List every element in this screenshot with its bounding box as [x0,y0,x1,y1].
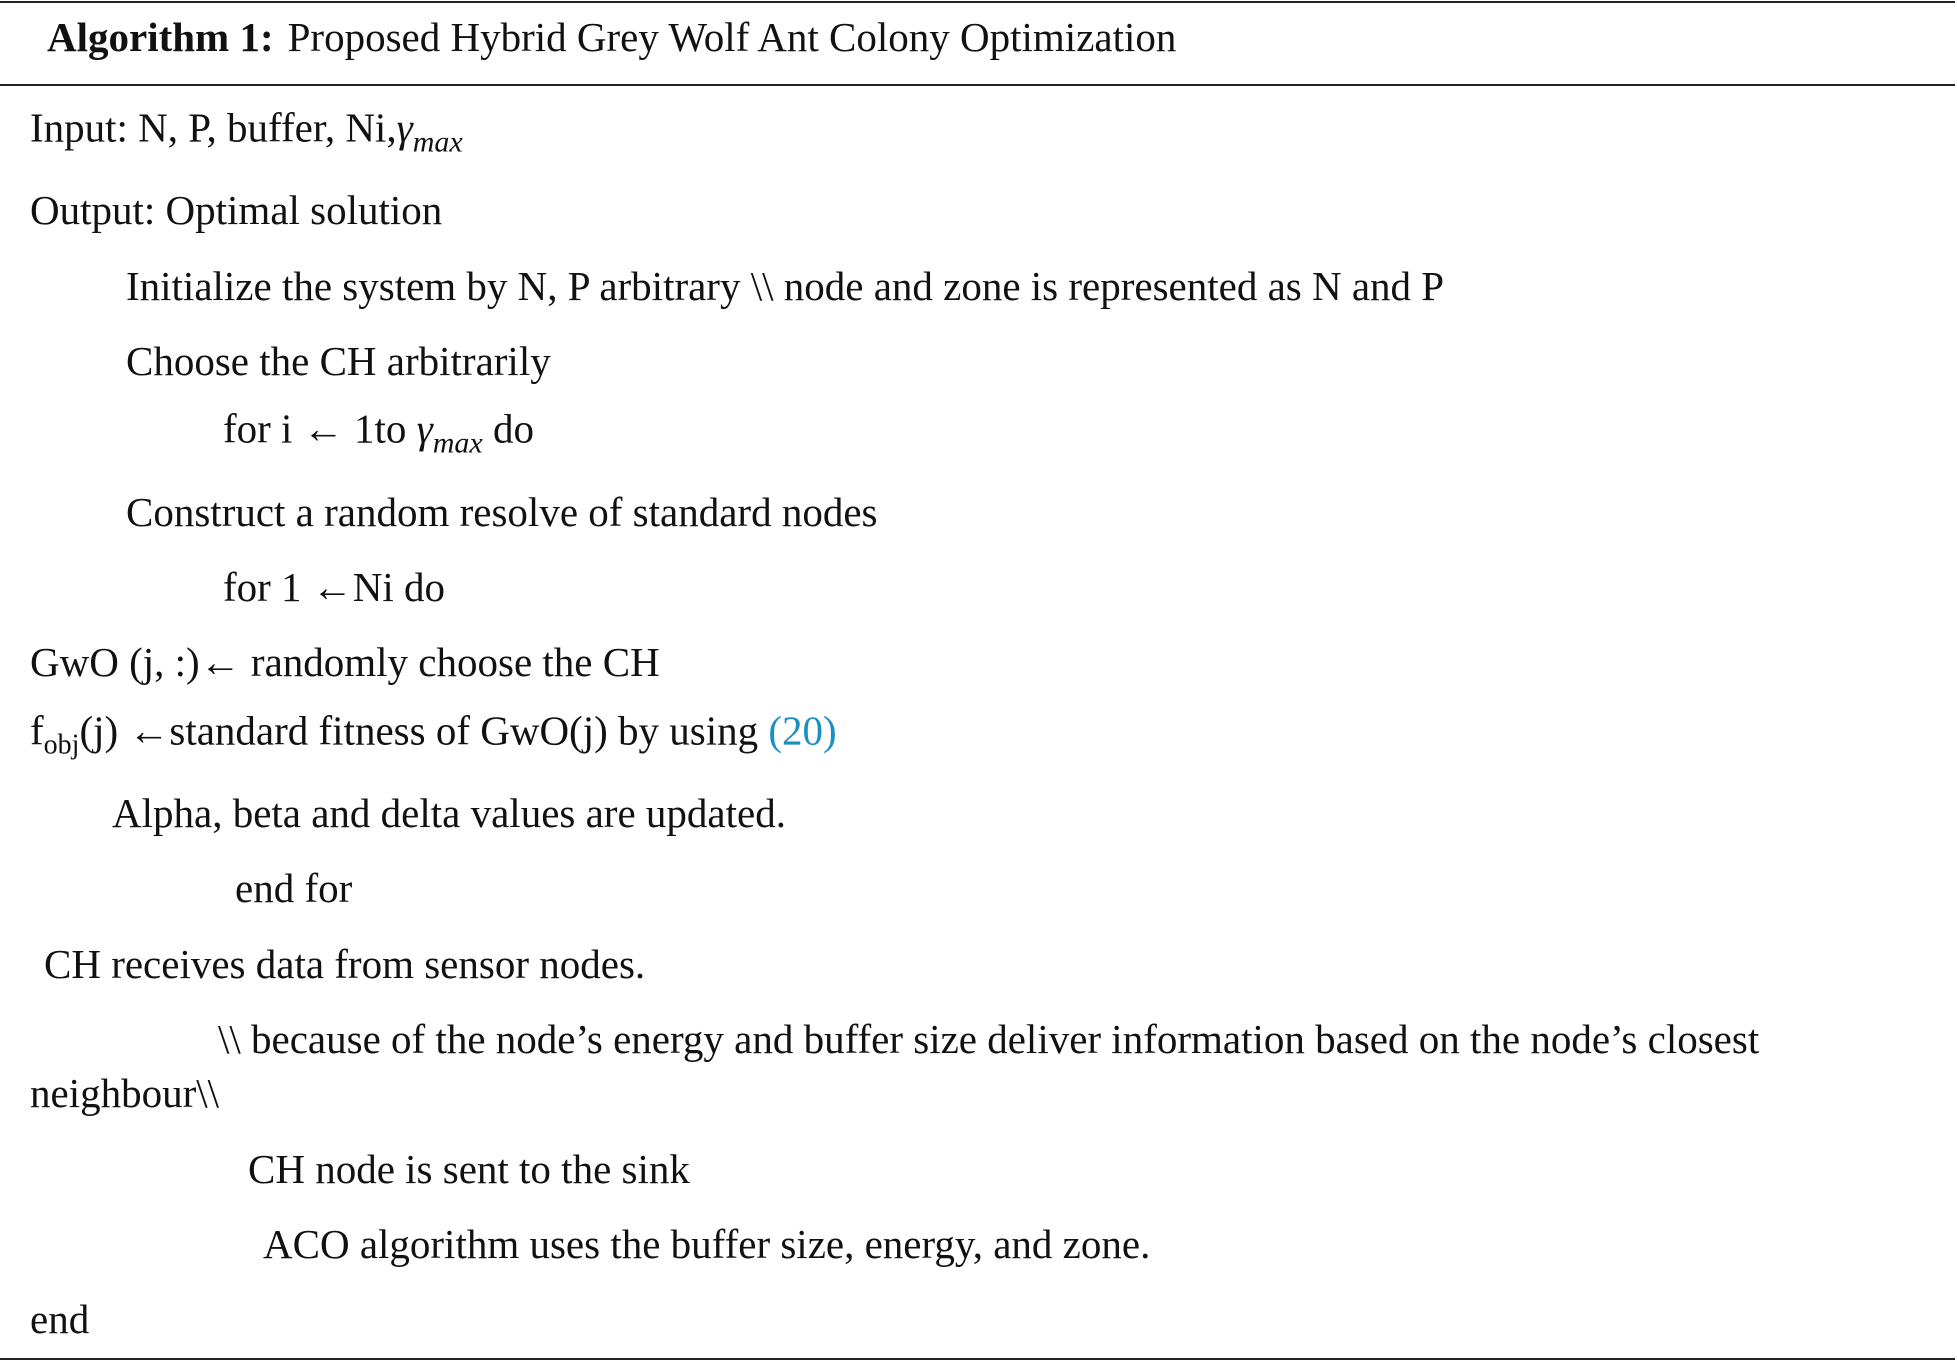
line-for1 [223,405,534,468]
fitness-text: (j) ←standard fitness of GwO(j) by using [79,707,769,754]
line-endfor: end for [235,865,353,911]
gamma-symbol: γ [396,104,413,151]
for1-text: for i ← 1to [223,405,417,452]
line-choose: Choose the CH arbitrarily [126,338,551,384]
line-receives: CH receives data from sensor nodes. [44,941,646,987]
for1-do: do [482,405,534,452]
line-alpha: Alpha, beta and delta values are updated. [112,790,786,836]
top-rule [0,1,1955,3]
line-comment-2: neighbour\\ [30,1070,220,1116]
line-input [30,104,463,167]
line-comment-1: \\ because of the node’s energy and buffer size deliver information based on the node’s closest [218,1016,1760,1062]
line-sent: CH node is sent to the sink [248,1146,690,1192]
f-symbol: f [30,707,44,754]
obj-subscript: obj [43,729,80,761]
max-subscript: max [432,426,483,460]
gamma-symbol: γ [416,405,433,452]
input-text: Input: N, P, buffer, Ni, [30,104,397,151]
algorithm-title: Proposed Hybrid Grey Wolf Ant Colony Optimization [287,14,1177,60]
line-for2: for 1 ←Ni do [223,564,446,610]
line-construct: Construct a random resolve of standard nodes [126,489,878,535]
line-aco: ACO algorithm uses the buffer size, energy, and zone. [263,1221,1151,1267]
line-output: Output: Optimal solution [30,187,443,233]
line-fitness [30,707,837,770]
line-init: Initialize the system by N, P arbitrary \\ node and zone is represented as N and P [126,263,1445,309]
equation-reference-link[interactable]: (20) [768,707,837,754]
algorithm-header [47,13,1176,61]
algorithm-label: Algorithm 1: [47,14,274,60]
max-subscript: max [412,125,463,159]
line-end: end [30,1296,90,1342]
line-gwo: GwO (j, :)← randomly choose the CH [30,639,660,685]
header-rule [0,84,1955,86]
bottom-rule [0,1358,1955,1360]
